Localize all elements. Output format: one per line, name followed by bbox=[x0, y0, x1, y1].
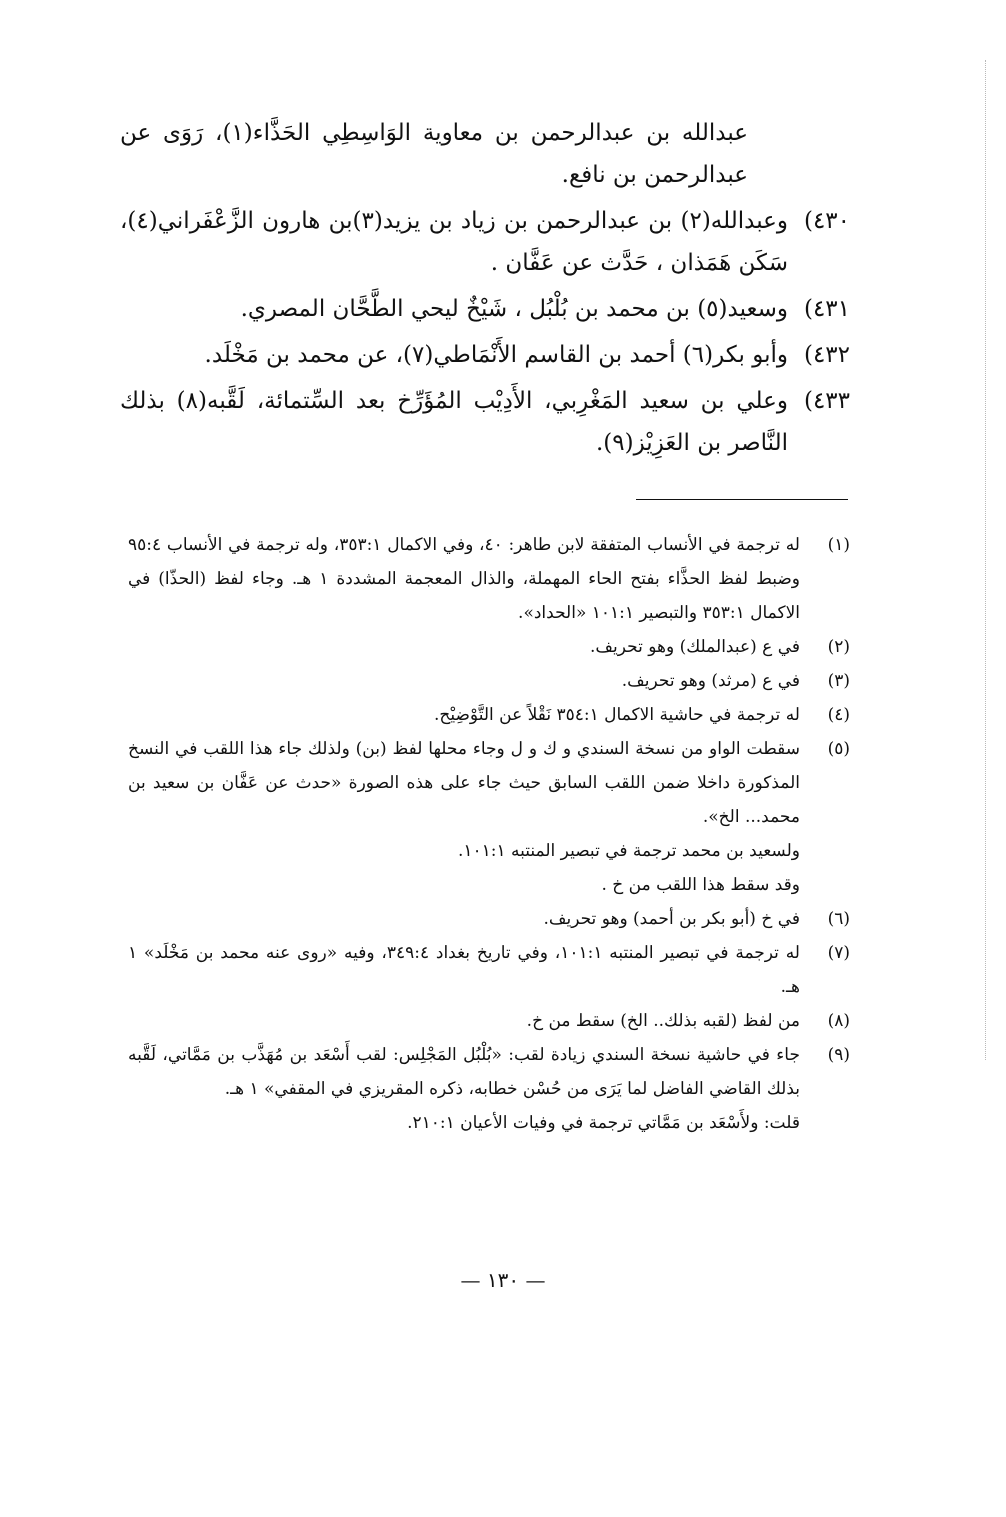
entry-number: ٤٣٣) bbox=[803, 388, 850, 414]
entry-433 bbox=[120, 380, 850, 464]
footnote-text: جاء في حاشية نسخة السندي زيادة لقب: «بُلْبُل المَجْلِس: لقب أَسْعَد بن مُهَذَّب بن مَمَّاتي، لَقَّبه بذلك القاضي الفاضل لما يَرَى من حُسْن خطابه، ذكره المقريزي في المقفي» ١ هـ. bbox=[128, 1045, 800, 1099]
footnote-text: في خ (أبو بكر بن أحمد) وهو تحريف. bbox=[543, 909, 800, 929]
footnote-7 bbox=[128, 936, 850, 1004]
entry-text: وعبدالله(٢) بن عبدالرحمن بن زياد بن يزيد(٣)بن هارون الزَّعْفَراني(٤)، سَكَن هَمَذان ، حَدَّث عن عَفَّان . bbox=[120, 208, 788, 276]
footnote-text: له ترجمة في الأنساب المتفقة لابن طاهر: ٤٠، وفي الاكمال ٣٥٣:١، وله ترجمة في الأنساب ٩٥:٤ وضبط لفظ الحذَّاء بفتح الحاء المهملة، والذال المعجمة المشددة ١ هـ. وجاء لفظ (الحذّا) في الاكمال ٣٥٣:١ والتبصير ١٠١:١ «الحداد». bbox=[128, 535, 801, 623]
footnote-body bbox=[128, 630, 800, 664]
footnote-body bbox=[128, 698, 800, 732]
footnote-2 bbox=[128, 630, 850, 664]
footnote-body bbox=[128, 1038, 800, 1140]
entry-431 bbox=[120, 288, 850, 330]
footnote-text: وقد سقط هذا اللقب من خ . bbox=[601, 875, 800, 895]
entry-432 bbox=[120, 334, 850, 376]
footnote-body bbox=[128, 1004, 800, 1038]
entry-number: ٤٣٠) bbox=[803, 208, 850, 234]
footnote-1 bbox=[128, 528, 850, 630]
footnotes bbox=[128, 528, 850, 1140]
entry-continuation bbox=[120, 112, 850, 196]
entry-430 bbox=[120, 200, 850, 284]
entry-text: وسعيد(٥) بن محمد بن بُلْبُل ، شَيْخٌ ليحي الطَّحَّان المصري. bbox=[240, 296, 788, 322]
footnote-5 bbox=[128, 732, 850, 902]
entry-number: ٤٣٢) bbox=[803, 342, 850, 368]
entry-number: ٤٣١) bbox=[803, 296, 850, 322]
footnote-9 bbox=[128, 1038, 850, 1140]
footnote-text: قلت: ولأَسْعَد بن مَمَّاتي ترجمة في وفيات الأعيان ٢١٠:١. bbox=[407, 1113, 800, 1133]
footnote-body bbox=[128, 936, 800, 1004]
footnote-number: (١) bbox=[827, 535, 850, 555]
entry-text: وعلي بن سعيد المَغْرِبي، الأَدِيْب المُؤَرِّخ بعد السِّتمائة، لَقَّبه(٨) بذلك النَّاصر بن العَزِيْز(٩). bbox=[120, 388, 788, 456]
entry-text: عبدالله بن عبدالرحمن بن معاوية الوَاسِطِي الحَذَّاء(١)، رَوَى عن عبدالرحمن بن نافع. bbox=[120, 120, 748, 188]
footnote-number: (٦) bbox=[827, 909, 850, 929]
footnote-number: (٩) bbox=[827, 1045, 850, 1065]
footnote-8 bbox=[128, 1004, 850, 1038]
page-number: — ١٣٠ — bbox=[460, 1268, 546, 1292]
footnote-text: له ترجمة في حاشية الاكمال ٣٥٤:١ نَقْلاً عن التَّوْضِيْح. bbox=[433, 705, 800, 725]
footnote-separator bbox=[636, 499, 848, 500]
entry-text: وأبو بكر(٦) أحمد بن القاسم الأَنْمَاطي(٧)، عن محمد بن مَخْلَد. bbox=[204, 342, 788, 368]
footnote-number: (٨) bbox=[827, 1011, 850, 1031]
footnote-body bbox=[128, 732, 800, 902]
footnote-6 bbox=[128, 902, 850, 936]
footnote-text: في ع (مرثد) وهو تحريف. bbox=[621, 671, 800, 691]
footnote-text: ولسعيد بن محمد ترجمة في تبصير المنتبه ١٠١:١. bbox=[457, 841, 800, 861]
main-text bbox=[120, 112, 850, 468]
footnote-text: من لفظ (لقبه بذلك.. الخ) سقط من خ. bbox=[526, 1011, 800, 1031]
footnote-body bbox=[128, 664, 800, 698]
footnote-number: (٤) bbox=[827, 705, 850, 725]
footnote-4 bbox=[128, 698, 850, 732]
footnote-text: في ع (عبدالملك) وهو تحريف. bbox=[590, 637, 800, 657]
footnote-number: (٥) bbox=[827, 739, 850, 759]
page-edge-line bbox=[985, 60, 986, 1060]
footnote-text: سقطت الواو من نسخة السندي و ك و ل وجاء محلها لفظ (بن) ولذلك جاء هذا اللقب في النسخ المذكورة داخلا ضمن اللقب السابق حيث جاء على هذه الصورة «حدث عن عَفَّان بن سعيد بن محمد... الخ». bbox=[128, 739, 800, 827]
footnote-text: له ترجمة في تبصير المنتبه ١٠١:١، وفي تاريخ بغداد ٣٤٩:٤، وفيه «روى عنه محمد بن مَخْلَد» ١ هـ. bbox=[128, 943, 800, 997]
footnote-number: (٧) bbox=[827, 943, 850, 963]
footnote-number: (٣) bbox=[827, 671, 850, 691]
footnote-body bbox=[128, 528, 800, 630]
footnote-body bbox=[128, 902, 800, 936]
footnote-3 bbox=[128, 664, 850, 698]
footnote-number: (٢) bbox=[827, 637, 850, 657]
